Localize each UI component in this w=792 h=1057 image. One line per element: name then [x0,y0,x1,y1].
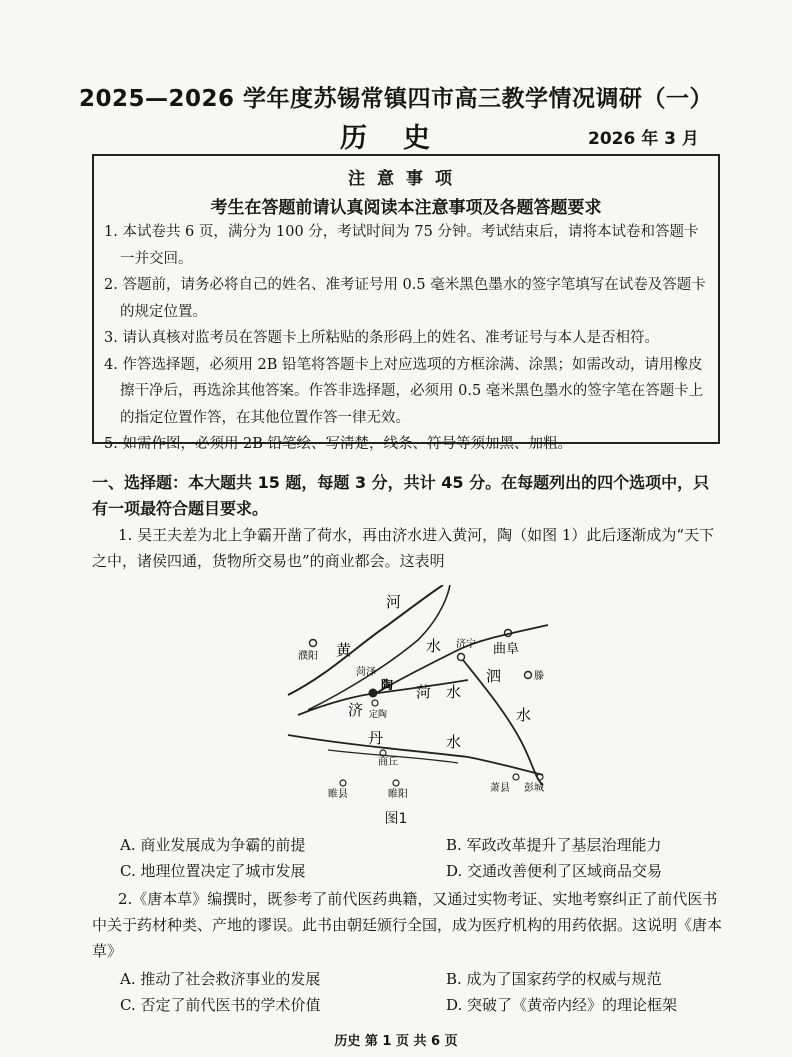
place-label: 濮阳 [298,651,318,662]
place-label: 萧县 [490,783,510,794]
q1-option-c[interactable]: C. 地理位置决定了城市发展 [120,862,306,880]
q2-option-b[interactable]: B. 成为了国家药学的权威与规范 [446,970,662,988]
river-label: 水 [446,683,462,701]
q1-option-a[interactable]: A. 商业发展成为争霸的前提 [120,836,306,854]
place-label: 济宁 [456,639,476,650]
suiyang-marker [393,780,399,786]
notice-item: 5. 如需作图，必须用 2B 铅笔绘、写清楚，线条、符号等须加黑、加粗。 [104,436,573,452]
puyang-marker [310,640,317,647]
q2-option-a[interactable]: A. 推动了社会救济事业的发展 [120,970,321,988]
q2-option-c[interactable]: C. 否定了前代医书的学术价值 [120,996,321,1014]
jining-marker [458,654,465,661]
dingtao-marker [372,700,378,706]
place-label: 彭城 [524,783,544,794]
river-label: 水 [446,733,462,751]
place-label: 曲阜 [493,642,520,657]
notice-item: 4. 作答选择题，必须用 2B 铅笔将答题卡上对应选项的方框涂满、涂黑；如需改动，请用橡皮擦干净后，再选涂其他答案。作答非选择题，必须用 0.5 毫米黑色墨水的签字笔在答题卡上的指定位置作答，在其他位置作答一律无效。 [104,356,704,426]
dan-river-line [288,735,543,775]
question-2-stem: 2.《唐本草》编撰时，既参考了前代医药典籍，又通过实物考证、实地考察纠正了前代医书中关于药材种类、产地的谬误。此书由朝廷颁行全国，成为医疗机构的用药依据。这说明《唐本草》 [92,890,723,960]
place-label: 滕 [534,671,544,682]
river-label: 菏 [416,683,432,701]
river-label: 济 [348,701,364,719]
notice-list [104,219,710,458]
teng-marker [525,672,532,679]
place-label: 商丘 [378,757,398,768]
place-label: 睢县 [328,789,348,800]
map-figure-1 [268,585,568,805]
q1-option-b[interactable]: B. 军政改革提升了基层治理能力 [446,836,662,854]
place-label: 菏泽 [356,667,376,678]
exam-title: 2025—2026 学年度苏锡常镇四市高三教学情况调研（一） [78,86,714,112]
notice-item: 1. 本试卷共 6 页，满分为 100 分，考试时间为 75 分钟。考试结束后，请将本试卷和答题卡一并交回。 [104,224,699,267]
river-label: 水 [516,706,532,724]
exam-date: 2026 年 3 月 [588,129,699,149]
q1-option-d[interactable]: D. 交通改善便利了区域商品交易 [446,862,663,880]
river-label: 河 [386,593,402,611]
river-label: 水 [426,637,442,655]
notice-subheading: 考生在答题前请认真阅读本注意事项及各题答题要求 [210,198,602,218]
place-label: 睢阳 [388,789,408,800]
river-label: 丹 [368,729,384,747]
q2-option-d[interactable]: D. 突破了《黄帝内经》的理论框架 [446,996,678,1014]
place-label: 定陶 [369,710,388,720]
notice-heading: 注意事项 [348,169,464,189]
figure-caption: 图1 [384,811,408,827]
notice-item: 3. 请认真核对监考员在答题卡上所粘贴的条形码上的姓名、准考证号与本人是否相符。 [104,330,659,346]
river-label: 泗 [486,667,502,685]
section-heading: 一、选择题：本大题共 15 题，每题 3 分，共计 45 分。在每题列出的四个选项中，只有一项最符合题目要求。 [92,473,710,518]
notice-box [92,154,720,452]
place-label: 陶 [381,678,394,692]
tao-marker [369,689,378,698]
river-label: 黄 [336,641,352,659]
notice-item: 2. 答题前，请务必将自己的姓名、准考证号用 0.5 毫米黑色墨水的签字笔填写在试卷及答题卡的规定位置。 [104,277,706,320]
question-1-stem: 1. 吴王夫差为北上争霸开凿了荷水，再由济水进入黄河，陶（如图 1）此后逐渐成为“天下之中，诸侯四通，货物所交易也”的商业都会。这表明 [92,526,715,570]
page-footer: 历史 第 1 页 共 6 页 [334,1034,458,1049]
xiaoxian-marker [513,774,519,780]
subject-title: 历史 [340,123,466,154]
suixian-marker [340,780,346,786]
